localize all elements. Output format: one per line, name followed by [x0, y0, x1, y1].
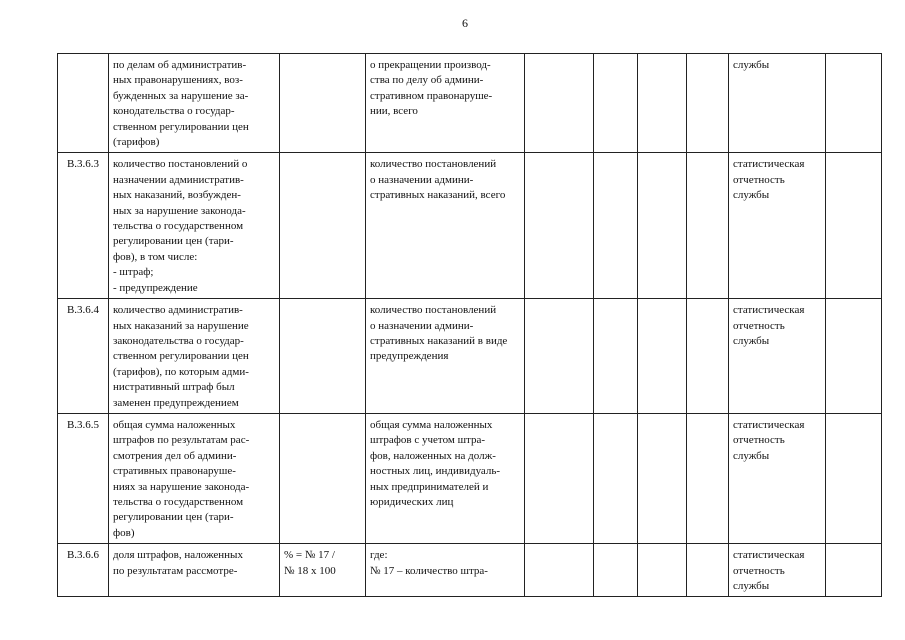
cell-text-line: ных наказаний за нарушение [113, 319, 249, 332]
definition-cell [366, 54, 525, 153]
indicator-code-cell [58, 299, 109, 414]
formula-cell [280, 544, 366, 597]
cell-text-line: службы [733, 580, 770, 592]
empty-cell-4 [687, 54, 729, 153]
empty-cell-2 [594, 54, 638, 153]
cell-text-line: бужденных за нарушение за- [113, 89, 249, 102]
empty-cell-4 [687, 153, 729, 299]
cell-text-line: назначении административ- [113, 173, 244, 186]
cell-text-line: ных правонарушениях, воз- [113, 74, 243, 87]
cell-text-line: о назначении админи- [370, 173, 474, 186]
cell-text-line: нии, всего [370, 105, 418, 118]
cell-text-line: службы [733, 189, 770, 202]
cell-text-line: о прекращении производ- [370, 59, 491, 71]
cell-text-line: - предупреждение [113, 281, 198, 294]
empty-cell-3 [638, 299, 687, 414]
empty-cell-3 [638, 153, 687, 299]
cell-text-line: доля штрафов, наложенных [113, 549, 243, 562]
indicators-table [57, 53, 882, 597]
empty-cell-1 [525, 299, 594, 414]
cell-text-line: предупреждения [370, 350, 449, 363]
formula-cell [280, 54, 366, 153]
cell-text-line: количество постановлений [370, 304, 497, 317]
cell-text-line: ниях за нарушение законода- [113, 480, 250, 493]
cell-text-line: службы [733, 449, 770, 462]
formula-cell [280, 413, 366, 543]
empty-cell-5 [826, 413, 882, 543]
cell-text-line: отчетность [733, 319, 785, 332]
cell-text-line: стративных правонаруше- [113, 465, 236, 478]
cell-text-line: статистическая [733, 418, 805, 431]
data-source-cell [729, 54, 826, 153]
empty-cell-4 [687, 544, 729, 597]
formula-cell [280, 153, 366, 299]
cell-text-line: ственном регулировании цен [113, 120, 249, 133]
empty-cell-1 [525, 413, 594, 543]
cell-text-line: ственном регулировании цен [113, 350, 249, 363]
cell-text-line: о назначении админи- [370, 319, 474, 332]
empty-cell-3 [638, 544, 687, 597]
cell-text-line: юридических лиц [370, 495, 454, 508]
indicator-code-cell [58, 153, 109, 299]
cell-text-line: количество постановлений о [113, 158, 248, 171]
indicator-code: В.3.6.3 [66, 158, 100, 171]
cell-text-line: общая сумма наложенных [370, 418, 493, 431]
empty-cell-2 [594, 413, 638, 543]
table-row [58, 413, 882, 543]
data-source-cell [729, 544, 826, 597]
table-row [58, 54, 882, 153]
empty-cell-5 [826, 54, 882, 153]
definition-cell [366, 299, 525, 414]
cell-text-line: количество административ- [113, 304, 243, 317]
empty-cell-1 [525, 544, 594, 597]
indicator-name-cell [109, 153, 280, 299]
cell-text-line: службы [733, 59, 770, 71]
cell-text-line: по результатам рассмотре- [113, 564, 238, 577]
cell-text-line: регулировании цен (тари- [113, 235, 234, 248]
cell-text-line: отчетность [733, 564, 785, 577]
cell-text-line: отчетность [733, 434, 785, 447]
indicator-name-cell [109, 54, 280, 153]
cell-text-line: службы [733, 334, 770, 347]
cell-text-line: тельства о государственном [113, 220, 244, 233]
cell-text-line: статистическая [733, 549, 805, 562]
empty-cell-5 [826, 544, 882, 597]
indicator-name-cell [109, 413, 280, 543]
empty-cell-1 [525, 153, 594, 299]
empty-cell-5 [826, 299, 882, 414]
empty-cell-5 [826, 153, 882, 299]
cell-text-line: статистическая [733, 158, 805, 171]
cell-text-line: смотрения дел об админи- [113, 449, 237, 462]
indicator-code: В.3.6.4 [66, 304, 100, 317]
cell-text-line: стративных наказаний в виде [370, 334, 508, 347]
cell-text-line: № 18 х 100 [284, 564, 336, 577]
cell-text-line: заменен предупреждением [113, 396, 239, 409]
empty-cell-2 [594, 153, 638, 299]
indicator-name-cell [109, 544, 280, 597]
cell-text-line: регулировании цен (тари- [113, 511, 234, 524]
table-row [58, 299, 882, 414]
indicator-code-cell [58, 413, 109, 543]
definition-cell [366, 153, 525, 299]
empty-cell-2 [594, 299, 638, 414]
table-row [58, 153, 882, 299]
indicator-name-cell [109, 299, 280, 414]
cell-text-line: (тарифов), по которым адми- [113, 365, 249, 378]
empty-cell-4 [687, 413, 729, 543]
page-number: 6 [462, 16, 468, 30]
cell-text-line: фов), в том числе: [113, 250, 198, 263]
cell-text-line: % = № 17 / [284, 549, 335, 562]
definition-cell [366, 544, 525, 597]
data-source-cell [729, 299, 826, 414]
cell-text-line: ных наказаний, возбужден- [113, 189, 241, 202]
empty-cell-4 [687, 299, 729, 414]
cell-text-line: штрафов с учетом штра- [370, 434, 486, 447]
cell-text-line: тельства о государственном [113, 495, 244, 508]
cell-text-line: где: [370, 549, 388, 562]
cell-text-line: штрафов по результатам рас- [113, 434, 250, 447]
cell-text-line: ства по делу об админи- [370, 74, 484, 87]
cell-text-line: фов, наложенных на долж- [370, 449, 496, 462]
data-source-cell [729, 413, 826, 543]
empty-cell-1 [525, 54, 594, 153]
cell-text-line: ных предпринимателей и [370, 480, 489, 493]
cell-text-line: количество постановлений [370, 158, 497, 171]
cell-text-line: конодательства о государ- [113, 105, 235, 118]
indicator-code: В.3.6.6 [66, 549, 100, 562]
cell-text-line: ностных лиц, индивидуаль- [370, 465, 501, 478]
cell-text-line: стративном правонаруше- [370, 89, 493, 102]
cell-text-line: нистративный штраф был [113, 381, 235, 394]
data-source-cell [729, 153, 826, 299]
cell-text-line: отчетность [733, 173, 785, 186]
cell-text-line: по делам об административ- [113, 59, 247, 71]
cell-text-line: ных за нарушение законода- [113, 204, 246, 217]
indicator-code-cell [58, 544, 109, 597]
cell-text-line: № 17 – количество штра- [370, 564, 488, 577]
formula-cell [280, 299, 366, 414]
definition-cell [366, 413, 525, 543]
cell-text-line: статистическая [733, 304, 805, 317]
table-row [58, 544, 882, 597]
empty-cell-2 [594, 544, 638, 597]
empty-cell-3 [638, 413, 687, 543]
indicator-code-cell [58, 54, 109, 153]
empty-cell-3 [638, 54, 687, 153]
cell-text-line: (тарифов) [113, 136, 160, 149]
indicator-code: В.3.6.5 [66, 418, 100, 431]
cell-text-line: фов) [113, 526, 135, 539]
cell-text-line: стративных наказаний, всего [370, 189, 506, 202]
cell-text-line: - штраф; [113, 266, 154, 279]
cell-text-line: общая сумма наложенных [113, 418, 236, 431]
cell-text-line: законодательства о государ- [113, 334, 244, 347]
